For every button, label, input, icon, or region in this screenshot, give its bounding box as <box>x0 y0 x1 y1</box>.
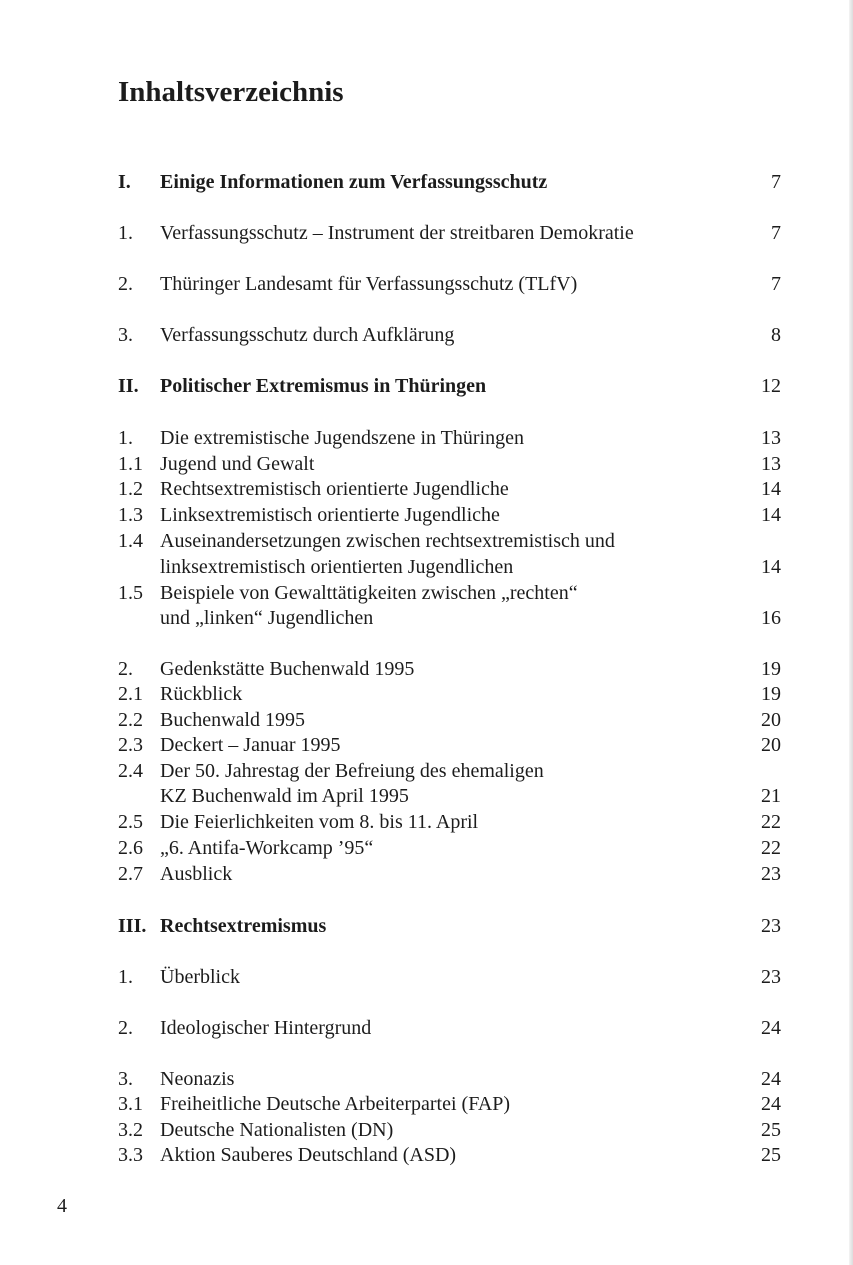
toc-entry-number: 3.2 <box>118 1119 143 1141</box>
toc-entry-number: 2.4 <box>118 760 143 782</box>
toc-entry <box>0 605 853 631</box>
page-number: 4 <box>57 1195 67 1217</box>
toc-entry-title: linksextremistisch orientierten Jugendlichen <box>160 556 514 578</box>
toc-entry-title: Aktion Sauberes Deutschland (ASD) <box>160 1144 457 1166</box>
toc-entry-number: 1. <box>118 222 133 244</box>
toc-entry-number: 1.4 <box>118 530 143 552</box>
toc-entry-page: 14 <box>761 478 781 500</box>
toc-entry-number: 2.1 <box>118 683 143 705</box>
toc-entry-page: 25 <box>761 1119 781 1141</box>
toc-entry-page: 22 <box>761 837 781 859</box>
toc-entry <box>0 1091 853 1117</box>
toc-entry-page: 23 <box>761 915 781 937</box>
toc-entry <box>0 1117 853 1143</box>
toc-entry-page: 7 <box>771 171 781 193</box>
toc-entry-title: KZ Buchenwald im April 1995 <box>160 785 409 807</box>
toc-entry <box>0 502 853 528</box>
toc-entry <box>0 451 853 477</box>
toc-entry <box>0 169 853 195</box>
toc-entry-number: 3.1 <box>118 1093 143 1115</box>
toc-entry-page: 19 <box>761 658 781 680</box>
toc-entry-number: 2.7 <box>118 863 143 885</box>
toc-entry <box>0 1066 853 1092</box>
toc-entry <box>0 809 853 835</box>
toc-entry-number: 1. <box>118 427 133 449</box>
toc-entry-page: 25 <box>761 1144 781 1166</box>
toc-entry-page: 24 <box>761 1068 781 1090</box>
toc-entry <box>0 681 853 707</box>
toc-entry-page: 24 <box>761 1017 781 1039</box>
toc-entry-number: II. <box>118 375 139 397</box>
toc-entry-number: 2. <box>118 273 133 295</box>
toc-entry <box>0 220 853 246</box>
toc-entry <box>0 758 853 784</box>
toc-entry <box>0 554 853 580</box>
toc-entry <box>0 271 853 297</box>
toc-entry-title: Buchenwald 1995 <box>160 709 305 731</box>
toc-entry-title: Jugend und Gewalt <box>160 453 315 475</box>
toc-entry <box>0 1015 853 1041</box>
toc-entry-title: Neonazis <box>160 1068 235 1090</box>
toc-entry <box>0 861 853 887</box>
toc-entry-number: 2.3 <box>118 734 143 756</box>
toc-entry-number: 3. <box>118 1068 133 1090</box>
toc-entry-title: Verfassungsschutz durch Aufklärung <box>160 324 455 346</box>
toc-entry-title: Rechtsextremistisch orientierte Jugendliche <box>160 478 509 500</box>
toc-entry <box>0 528 853 554</box>
toc-entry-number: 2.2 <box>118 709 143 731</box>
toc-entry-title: und „linken“ Jugendlichen <box>160 607 374 629</box>
toc-entry-title: Verfassungsschutz – Instrument der streitbaren Demokratie <box>160 222 634 244</box>
toc-entry-number: 1.2 <box>118 478 143 500</box>
toc-entry <box>0 835 853 861</box>
toc-entry-title: Politischer Extremismus in Thüringen <box>160 375 487 397</box>
toc-entry-number: 1.1 <box>118 453 143 475</box>
toc-entry-page: 16 <box>761 607 781 629</box>
toc-entry-number: 2. <box>118 658 133 680</box>
toc-entry-number: 2. <box>118 1017 133 1039</box>
toc-entry-page: 12 <box>761 375 781 397</box>
toc-entry <box>0 373 853 399</box>
toc-entry <box>0 913 853 939</box>
toc-entry-title: Freiheitliche Deutsche Arbeiterpartei (FAP) <box>160 1093 511 1115</box>
toc-entry-number: 3.3 <box>118 1144 143 1166</box>
toc-entry-page: 21 <box>761 785 781 807</box>
toc-entry-title: Einige Informationen zum Verfassungsschutz <box>160 171 548 193</box>
toc-entry <box>0 425 853 451</box>
toc-entry-page: 22 <box>761 811 781 833</box>
toc-entry <box>0 707 853 733</box>
toc-entry-page: 13 <box>761 453 781 475</box>
toc-entry-title: „6. Antifa-Workcamp ’95“ <box>160 837 374 859</box>
toc-entry-title: Thüringer Landesamt für Verfassungsschutz (TLfV) <box>160 273 578 295</box>
toc-entry <box>0 783 853 809</box>
toc-entry-number: 2.5 <box>118 811 143 833</box>
toc-entry-title: Linksextremistisch orientierte Jugendliche <box>160 504 500 526</box>
toc-entry-title: Deckert – Januar 1995 <box>160 734 341 756</box>
toc-entry-title: Deutsche Nationalisten (DN) <box>160 1119 394 1141</box>
toc-entry-title: Der 50. Jahrestag der Befreiung des ehemaligen <box>160 760 544 782</box>
toc-entry-page: 7 <box>771 273 781 295</box>
toc-entry-title: Beispiele von Gewalttätigkeiten zwischen „rechten“ <box>160 582 578 604</box>
toc-entry-number: 1.3 <box>118 504 143 526</box>
toc-entry-title: Rechtsextremismus <box>160 915 327 937</box>
toc-entry <box>0 476 853 502</box>
page-title: Inhaltsverzeichnis <box>118 76 344 108</box>
toc-entry-page: 20 <box>761 709 781 731</box>
toc-entry <box>0 656 853 682</box>
toc-entry-number: 3. <box>118 324 133 346</box>
toc-entry <box>0 322 853 348</box>
toc-entry-page: 20 <box>761 734 781 756</box>
toc-entry-page: 24 <box>761 1093 781 1115</box>
toc-entry-title: Überblick <box>160 966 240 988</box>
toc-entry-number: 2.6 <box>118 837 143 859</box>
toc-entry-page: 19 <box>761 683 781 705</box>
toc-entry-page: 13 <box>761 427 781 449</box>
toc-entry-page: 14 <box>761 504 781 526</box>
toc-entry-title: Die Feierlichkeiten vom 8. bis 11. April <box>160 811 479 833</box>
toc-entry-title: Auseinandersetzungen zwischen rechtsextremistisch und <box>160 530 615 552</box>
toc-entry-number: 1.5 <box>118 582 143 604</box>
toc-entry-title: Die extremistische Jugendszene in Thüringen <box>160 427 524 449</box>
toc-entry-number: III. <box>118 915 147 937</box>
toc-entry <box>0 1142 853 1168</box>
toc-entry-title: Ideologischer Hintergrund <box>160 1017 372 1039</box>
toc-entry-page: 23 <box>761 966 781 988</box>
toc-entry-page: 23 <box>761 863 781 885</box>
toc-entry-page: 8 <box>771 324 781 346</box>
toc-entry <box>0 964 853 990</box>
toc-entry-title: Ausblick <box>160 863 233 885</box>
toc-entry <box>0 732 853 758</box>
toc-entry-page: 14 <box>761 556 781 578</box>
toc-entry-title: Gedenkstätte Buchenwald 1995 <box>160 658 415 680</box>
toc-entry-title: Rückblick <box>160 683 243 705</box>
toc-entry <box>0 580 853 606</box>
toc-entry-number: 1. <box>118 966 133 988</box>
toc-entry-page: 7 <box>771 222 781 244</box>
toc-entry-number: I. <box>118 171 131 193</box>
